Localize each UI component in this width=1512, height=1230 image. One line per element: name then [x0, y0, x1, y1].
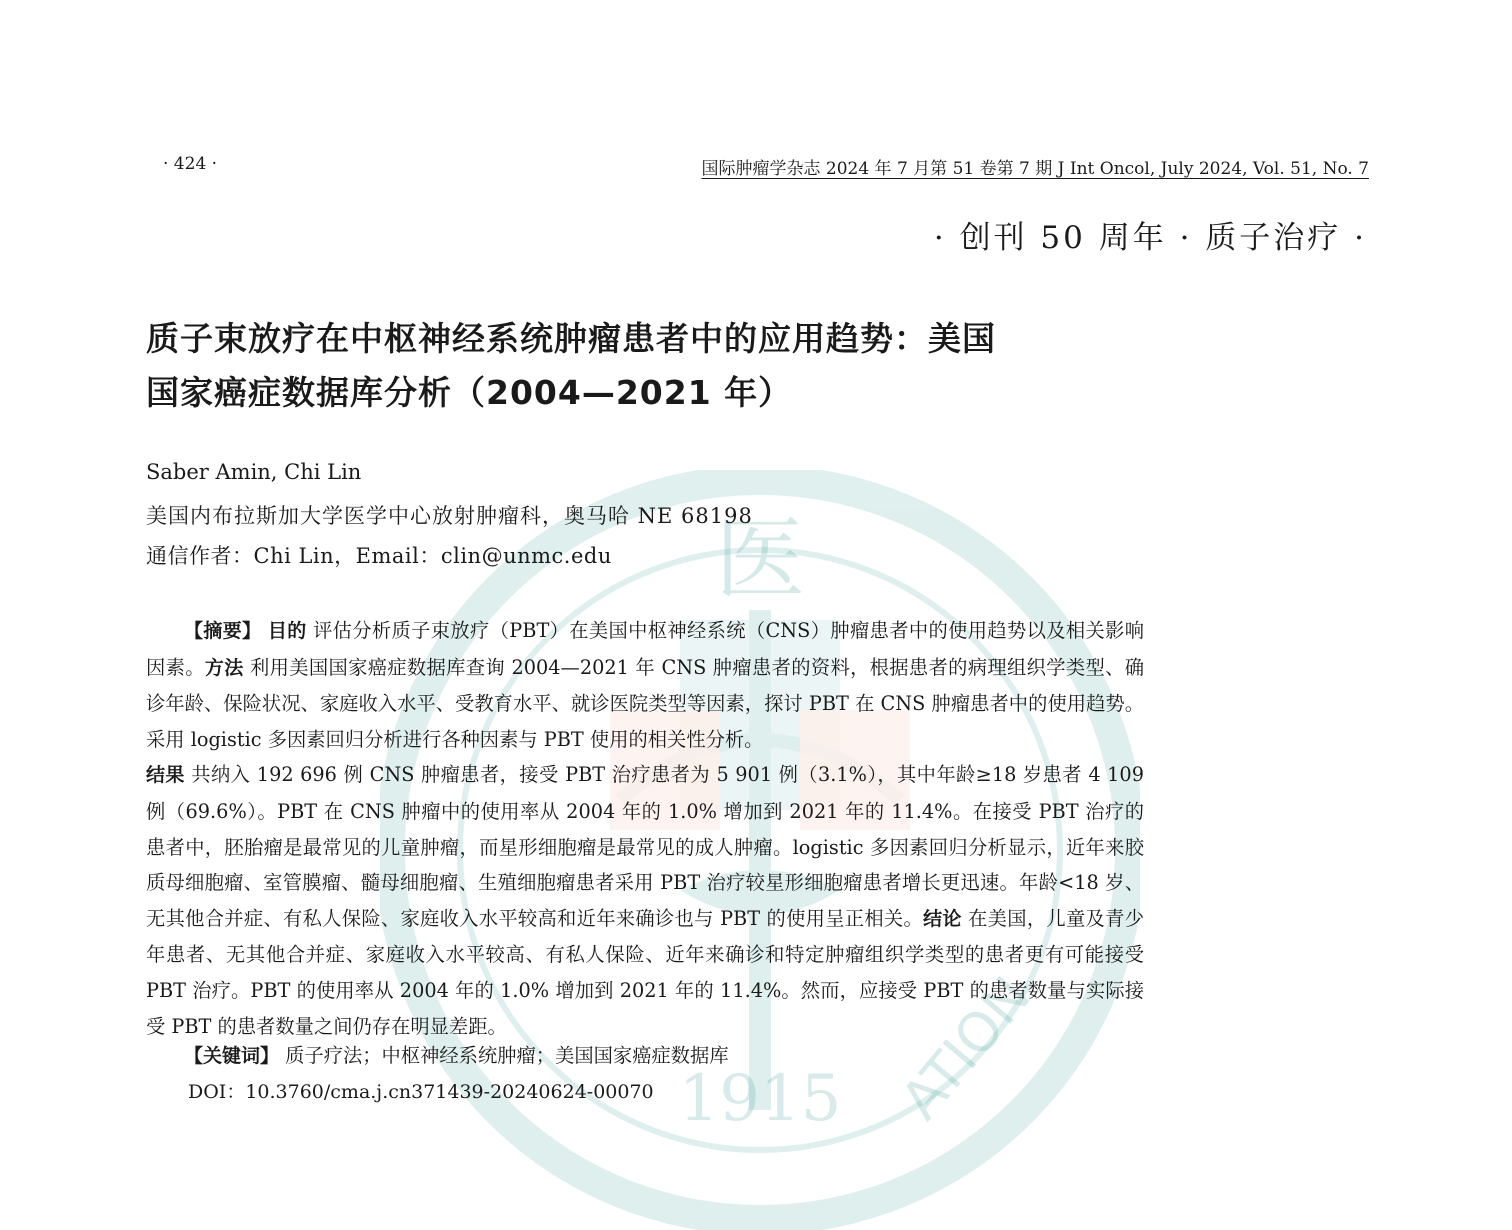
article-title-line1: 质子束放疗在中枢神经系统肿瘤患者中的应用趋势：美国 [146, 319, 996, 358]
seal-arc-text: ATION [888, 964, 1043, 1132]
article-title [146, 312, 1156, 420]
conclusion-text: 在美国，儿童及青少年患者、无其他合并症、家庭收入水平较高、有私人保险、近年来确诊和特定肿瘤组织学类型的患者更有可能接受 PBT 治疗。PBT 的使用率从 2004 年的 1.0% 增加到 2021 年的 11.4%。然而，应接受 PBT 的患者数量与实际接受 PBT 的患者数量之间仍存在明显差距。 [146, 906, 1144, 1038]
results-label: 结果 [146, 764, 185, 787]
conclusion-label: 结论 [923, 907, 962, 930]
seal-character: 医 [715, 507, 805, 612]
doi[interactable]: DOI：10.3760/cma.j.cn371439-20240624-00070 [188, 1081, 654, 1103]
seal-year: 1915 [678, 1062, 842, 1136]
results-text: 共纳入 192 696 例 CNS 肿瘤患者，接受 PBT 治疗患者为 5 901 例（3.1%），其中年龄≥18 岁患者 4 109 例（69.6%）。PBT 在 CNS 肿瘤中的使用率从 2004 年的 1.0% 增加到 2021 年的 11.4%。在接受 PBT 治疗的患者中，胚胎瘤是最常见的儿童肿瘤，而星形细胞瘤是最常见的成人肿瘤。logistic 多因素回归分析显示，近年来胶质母细胞瘤、室管膜瘤、髓母细胞瘤、生殖细胞瘤患者采用 PBT 治疗较星形细胞瘤患者增长更迅速。年龄<18 岁、无其他合并症、有私人保险、家庭收入水平较高和近年来确诊也与 PBT 的使用呈正相关。 [146, 763, 1144, 930]
keywords [184, 1040, 729, 1068]
authors: Saber Amin, Chi Lin [146, 460, 362, 484]
methods-text: 利用美国国家癌症数据库查询 2004—2021 年 CNS 肿瘤患者的资料，根据患者的病理组织学类型、确诊年龄、保险状况、家庭收入水平、受教育水平、就诊医院类型等因素，探讨 PBT 在 CNS 肿瘤患者中的使用趋势。采用 logistic 多因素回归分析进行各种因素与 PBT 使用的相关性分析。 [146, 655, 1144, 751]
objective-text: 评估分析质子束放疗（PBT）在美国中枢神经系统（CNS）肿瘤患者中的使用趋势以及相关影响因素。 [146, 619, 1144, 679]
objective-label: 目的 [267, 620, 307, 642]
keywords-text: 质子疗法；中枢神经系统肿瘤；美国国家癌症数据库 [285, 1044, 729, 1067]
affiliation: 美国内布拉斯加大学医学中心放射肿瘤科，奥马哈 NE 68198 [146, 504, 753, 528]
article-title-line2: 国家癌症数据库分析（2004—2021 年） [146, 373, 793, 412]
page-number: · 424 · [163, 154, 218, 174]
abstract-label: 【摘要】 [184, 620, 262, 642]
keywords-label: 【关键词】 [184, 1045, 280, 1067]
correspondence: 通信作者：Chi Lin，Email：clin@unmc.edu [146, 544, 612, 568]
column-title: · 创刊 50 周年 · 质子治疗 · [933, 220, 1367, 256]
abstract [146, 613, 1144, 1044]
methods-label: 方法 [204, 656, 244, 679]
journal-header: 国际肿瘤学杂志 2024 年 7 月第 51 卷第 7 期 J Int Oncol, July 2024, Vol. 51, No. 7 [701, 159, 1369, 179]
